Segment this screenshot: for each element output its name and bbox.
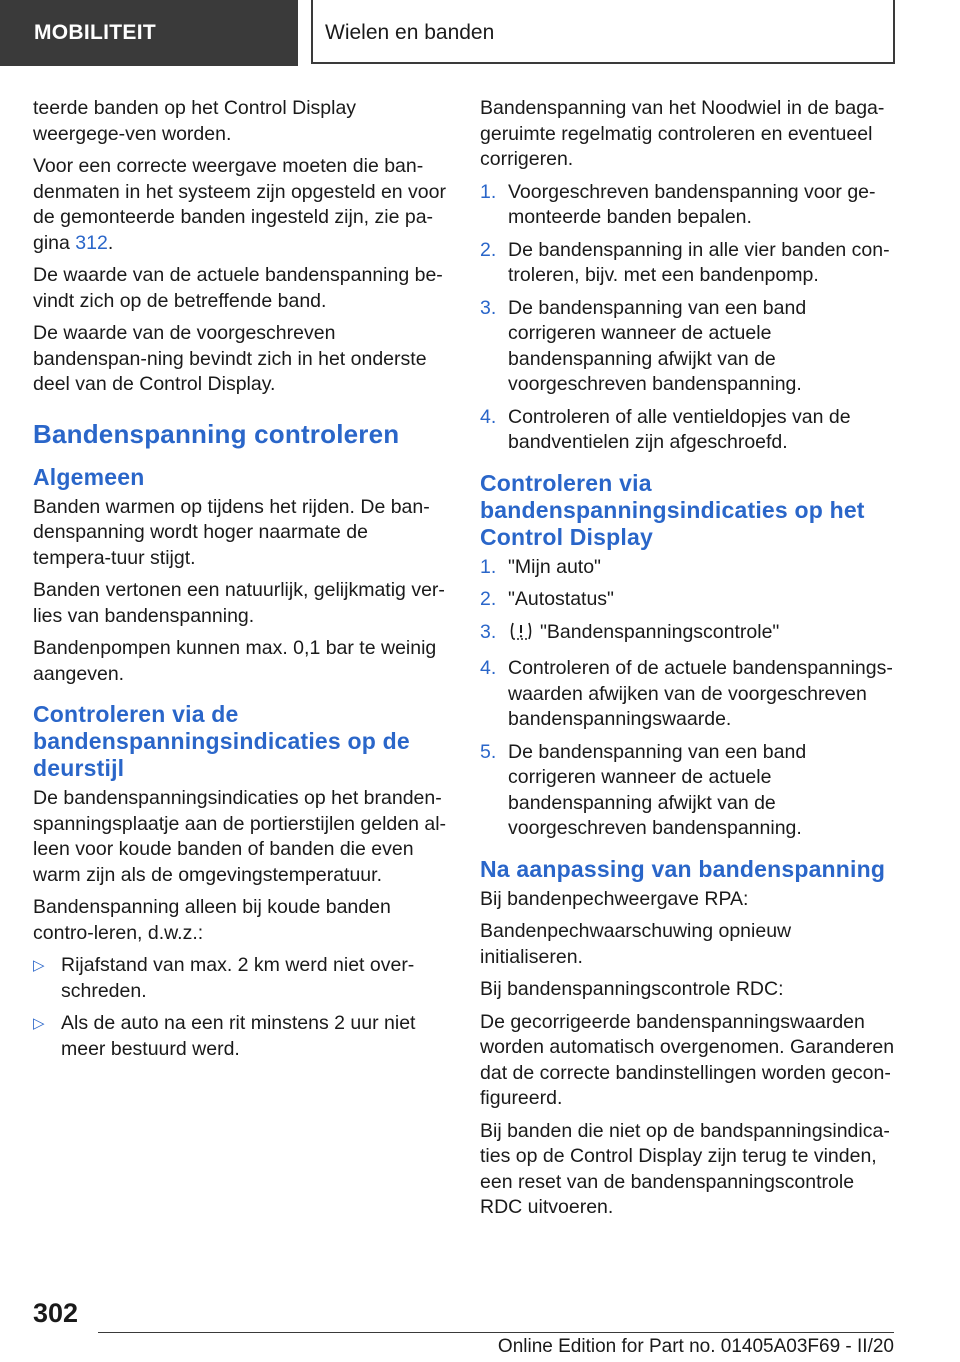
paragraph-text: Voor een correcte weergave moeten die ban-denmaten in het systeem zijn opgesteld en voor de gemonteerde banden ingesteld zijn, zie pa-gina: [33, 155, 446, 254]
footer-divider: [98, 1332, 894, 1333]
list-item-text: Voorgeschreven bandenspanning voor ge-monteerde banden bepalen.: [508, 180, 876, 228]
paragraph: teerde banden op het Control Display weergege-ven worden.: [33, 97, 357, 145]
subsection-heading: Controleren via de bandenspanningsindicaties op de deurstijl: [33, 701, 410, 781]
list-number: 2.: [480, 238, 497, 261]
tire-pressure-warning-icon: [508, 620, 534, 650]
paragraph-text: .: [107, 231, 114, 254]
list-number: 4.: [480, 657, 497, 679]
section-heading: Bandenspanning controleren: [33, 418, 400, 449]
paragraph: Bandenspanning van het Noodwiel in de baga-geruimte regelmatig controleren en eventueel corrigeren.: [480, 97, 885, 170]
paragraph: De gecorrigeerde bandenspanningswaarden worden automatisch overgenomen. Garanderen dat de correcte bandinstellingen worden gecon-figureerd.: [480, 1010, 895, 1109]
list-number: 1.: [480, 180, 497, 203]
paragraph: De bandenspanningsindicaties op het branden-spanningsplaatje aan de portierstijlen gelden al-leen voor koude banden of banden die even warm zijn als de omgevingstemperatuur.: [33, 787, 447, 886]
paragraph: De waarde van de actuele bandenspanning be-vindt zich op de betreffende band.: [33, 264, 443, 312]
list-item-text: "Autostatus": [508, 588, 614, 610]
footer-edition: Online Edition for Part no. 01405A03F69 - II/20: [497, 1336, 894, 1357]
list-number: 3.: [480, 296, 497, 319]
paragraph: Banden warmen op tijdens het rijden. De ban-denspanning wordt hoger naarmate de tempera-tuur stijgt.: [33, 495, 430, 569]
paragraph: De waarde van de voorgeschreven bandenspan-ning bevindt zich in het onderste deel van de Control Display.: [33, 322, 427, 395]
paragraph: Bij bandenpechweergave RPA:: [480, 887, 749, 910]
paragraph: Bij bandenspanningscontrole RDC:: [480, 978, 784, 1000]
paragraph: Bij banden die niet op de bandspanningsindica-ties op de Control Display zijn terug te vinden, een reset van de bandenspanningscontrole RDC uitvoeren.: [480, 1119, 890, 1218]
list-item: [480, 296, 898, 398]
right-column: [480, 96, 898, 1228]
bullet-list: [33, 953, 451, 1062]
list-item-text: De bandenspanning in alle vier banden con-troleren, bijv. met een bandenpomp.: [508, 238, 890, 286]
list-number: 5.: [480, 740, 497, 763]
list-item: [480, 238, 898, 289]
paragraph: Bandenspanning alleen bij koude banden contro-leren, d.w.z.:: [33, 896, 391, 944]
list-item-text: Controleren of de actuele bandenspannings-waarden afwijken van de voorgeschreven bandenspanningswaarde.: [508, 657, 893, 730]
page-header: [0, 0, 960, 66]
list-item: [33, 1011, 451, 1062]
subsection-heading: Na aanpassing van bandenspanning: [480, 855, 886, 882]
bullet-triangle-icon: ▷: [33, 1015, 45, 1032]
list-item: [480, 620, 898, 650]
list-number: 3.: [480, 620, 497, 643]
paragraph: Bandenpechwaarschuwing opnieuw initialiseren.: [480, 920, 792, 968]
page-reference-link[interactable]: 312: [75, 231, 108, 254]
paragraph: [33, 154, 451, 256]
subsection-heading: Controleren via bandenspanningsindicaties op het Control Display: [480, 469, 865, 550]
bullet-triangle-icon: ▷: [33, 957, 45, 974]
subsection-heading: Algemeen: [33, 463, 145, 490]
list-item: [480, 740, 898, 842]
list-number: 2.: [480, 588, 497, 610]
list-item-text: Als de auto na een rit minstens 2 uur niet meer bestuurd werd.: [61, 1012, 416, 1060]
list-item-text: De bandenspanning van een band corrigeren wanneer de actuele bandenspanning afwijkt van de voorgeschreven bandenspanning.: [508, 296, 807, 395]
list-number: 1.: [480, 555, 497, 578]
list-item-text: De bandenspanning van een band corrigeren wanneer de actuele bandenspanning afwijkt van de voorgeschreven bandenspanning.: [508, 740, 807, 839]
numbered-list: [480, 180, 898, 456]
page-number: 302: [33, 1298, 79, 1328]
list-item: [480, 656, 898, 733]
list-item-text: "Bandenspanningscontrole": [540, 620, 780, 643]
list-item-text: "Mijn auto": [508, 555, 601, 578]
list-item: [33, 953, 451, 1004]
numbered-list: [480, 555, 898, 842]
list-item: [480, 587, 898, 613]
list-item-text: Controleren of alle ventieldopjes van de bandventielen zijn afgeschroefd.: [508, 405, 851, 453]
paragraph: Banden vertonen een natuurlijk, gelijkmatig ver-lies van bandenspanning.: [33, 579, 445, 627]
chapter-title: Wielen en banden: [311, 0, 895, 64]
list-item: [480, 180, 898, 231]
list-item: [480, 555, 898, 581]
paragraph: Bandenpompen kunnen max. 0,1 bar te weinig aangeven.: [33, 637, 437, 685]
list-item-text: Rijafstand van max. 2 km werd niet over-schreden.: [61, 954, 415, 1002]
section-tab: MOBILITEIT: [0, 0, 298, 66]
list-item: [480, 405, 898, 456]
list-number: 4.: [480, 405, 497, 428]
left-column: [33, 96, 451, 1069]
